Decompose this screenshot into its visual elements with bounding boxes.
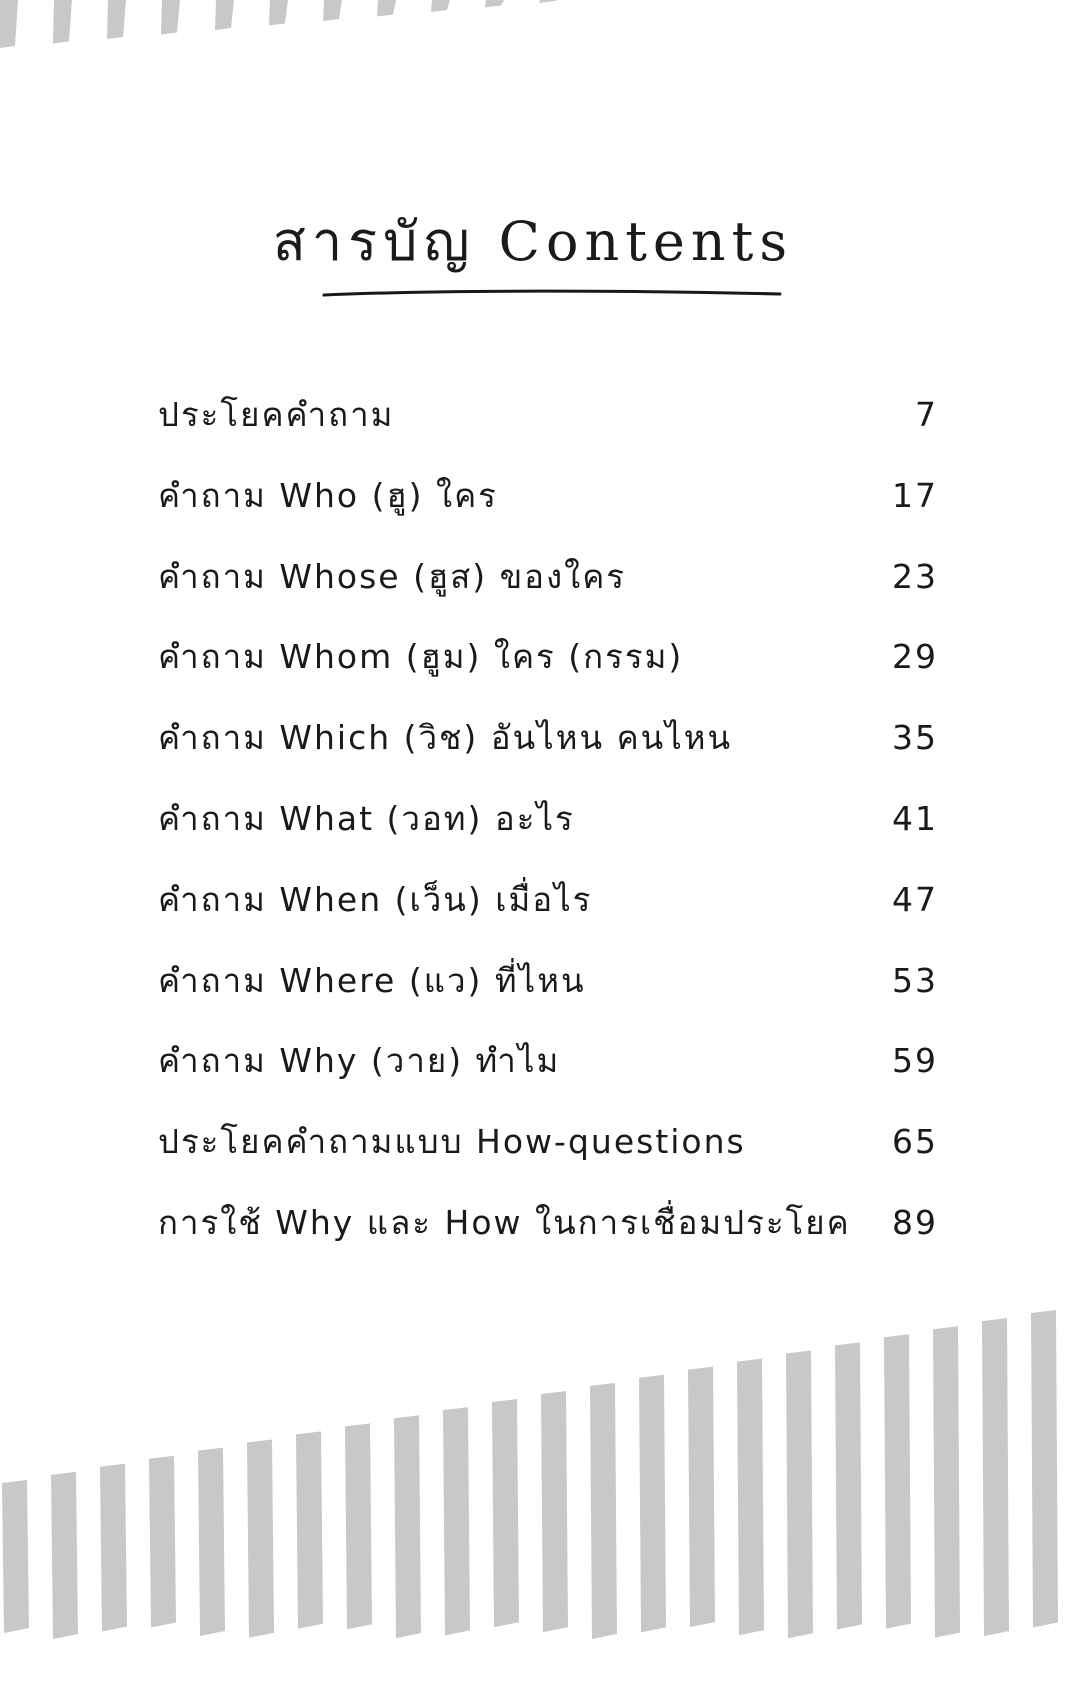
- toc-entry: [158, 880, 938, 961]
- stripe: [835, 1342, 862, 1629]
- toc-entry: [158, 1203, 938, 1284]
- stripe: [107, 0, 126, 39]
- toc-entry-page: 23: [892, 556, 938, 596]
- toc-entry-page: 7: [915, 395, 938, 434]
- stripe: [541, 1391, 568, 1632]
- stripe: [431, 0, 450, 12]
- stripe: [639, 1375, 666, 1633]
- toc-entry-title: คำถาม What (วอท) อะไร: [158, 798, 575, 838]
- stripe: [884, 1334, 911, 1628]
- stripe: [296, 1431, 323, 1628]
- toc-entry-title: คำถาม When (เว็น) เมื่อไร: [158, 879, 593, 919]
- toc-entry: [158, 476, 938, 557]
- stripe: [492, 1399, 519, 1627]
- stripe: [149, 1456, 176, 1628]
- stripe: [345, 1423, 372, 1629]
- toc-entry: [158, 1041, 938, 1122]
- stripe: [786, 1350, 813, 1638]
- toc-entry-page: 53: [892, 960, 938, 1000]
- stripe: [688, 1367, 715, 1628]
- toc-entry-title: ประโยคคำถามแบบ How-questions: [158, 1122, 746, 1162]
- toc-entry-page: 89: [892, 1202, 938, 1242]
- toc-entry-title: คำถาม Where (แว) ที่ไหน: [158, 960, 586, 1000]
- toc-entry-title: ประโยคคำถาม: [158, 395, 395, 434]
- stripe: [161, 0, 180, 35]
- stripe: [485, 0, 504, 8]
- stripe: [2, 1480, 29, 1633]
- toc-entry-page: 29: [892, 637, 938, 677]
- toc-entry-title: คำถาม Who (ฮู) ใคร: [158, 475, 498, 515]
- toc-entry-title: คำถาม Whom (ฮูม) ใคร (กรรม): [158, 637, 684, 677]
- stripe: [737, 1359, 764, 1636]
- toc-entry: [158, 1122, 938, 1203]
- stripe: [215, 0, 234, 30]
- page-title: สารบัญ Contents: [272, 210, 794, 273]
- stripe: [539, 0, 558, 3]
- toc-entry-page: 35: [892, 718, 938, 758]
- stripe: [0, 0, 18, 48]
- stripe: [323, 0, 342, 21]
- stripe: [100, 1464, 127, 1632]
- stripe: [933, 1326, 960, 1637]
- toc-entry: [158, 799, 938, 880]
- stripe: [982, 1318, 1009, 1636]
- stripe: [198, 1448, 225, 1636]
- stripe: [443, 1407, 470, 1635]
- bottom-stripes-decoration: [0, 1300, 1066, 1698]
- stripe: [1031, 1310, 1058, 1628]
- stripe: [53, 0, 72, 44]
- toc-entry: [158, 961, 938, 1042]
- toc-entry-title: คำถาม Whose (ฮูส) ของใคร: [158, 556, 627, 596]
- toc-entry: [158, 395, 938, 476]
- toc-entry-page: 65: [892, 1122, 938, 1162]
- toc-entry-title: คำถาม Why (วาย) ทำไม: [158, 1041, 561, 1081]
- top-stripes-decoration: [0, 0, 1066, 60]
- title-underline: [322, 288, 782, 300]
- stripe: [269, 0, 288, 26]
- table-of-contents: [158, 395, 938, 1284]
- stripe: [247, 1440, 274, 1638]
- toc-entry-title: การใช้ Why และ How ในการเชื่อมประโยค: [158, 1202, 851, 1242]
- toc-entry: [158, 718, 938, 799]
- toc-entry-page: 41: [892, 798, 938, 838]
- stripe: [51, 1472, 78, 1639]
- toc-entry-page: 47: [892, 879, 938, 919]
- toc-entry-page: 59: [892, 1041, 938, 1081]
- toc-entry-page: 17: [892, 475, 938, 515]
- stripe: [590, 1383, 617, 1639]
- toc-entry-title: คำถาม Which (วิช) อันไหน คนไหน: [158, 718, 733, 758]
- stripe: [377, 0, 396, 17]
- stripe: [394, 1415, 421, 1638]
- toc-entry: [158, 557, 938, 638]
- toc-entry: [158, 637, 938, 718]
